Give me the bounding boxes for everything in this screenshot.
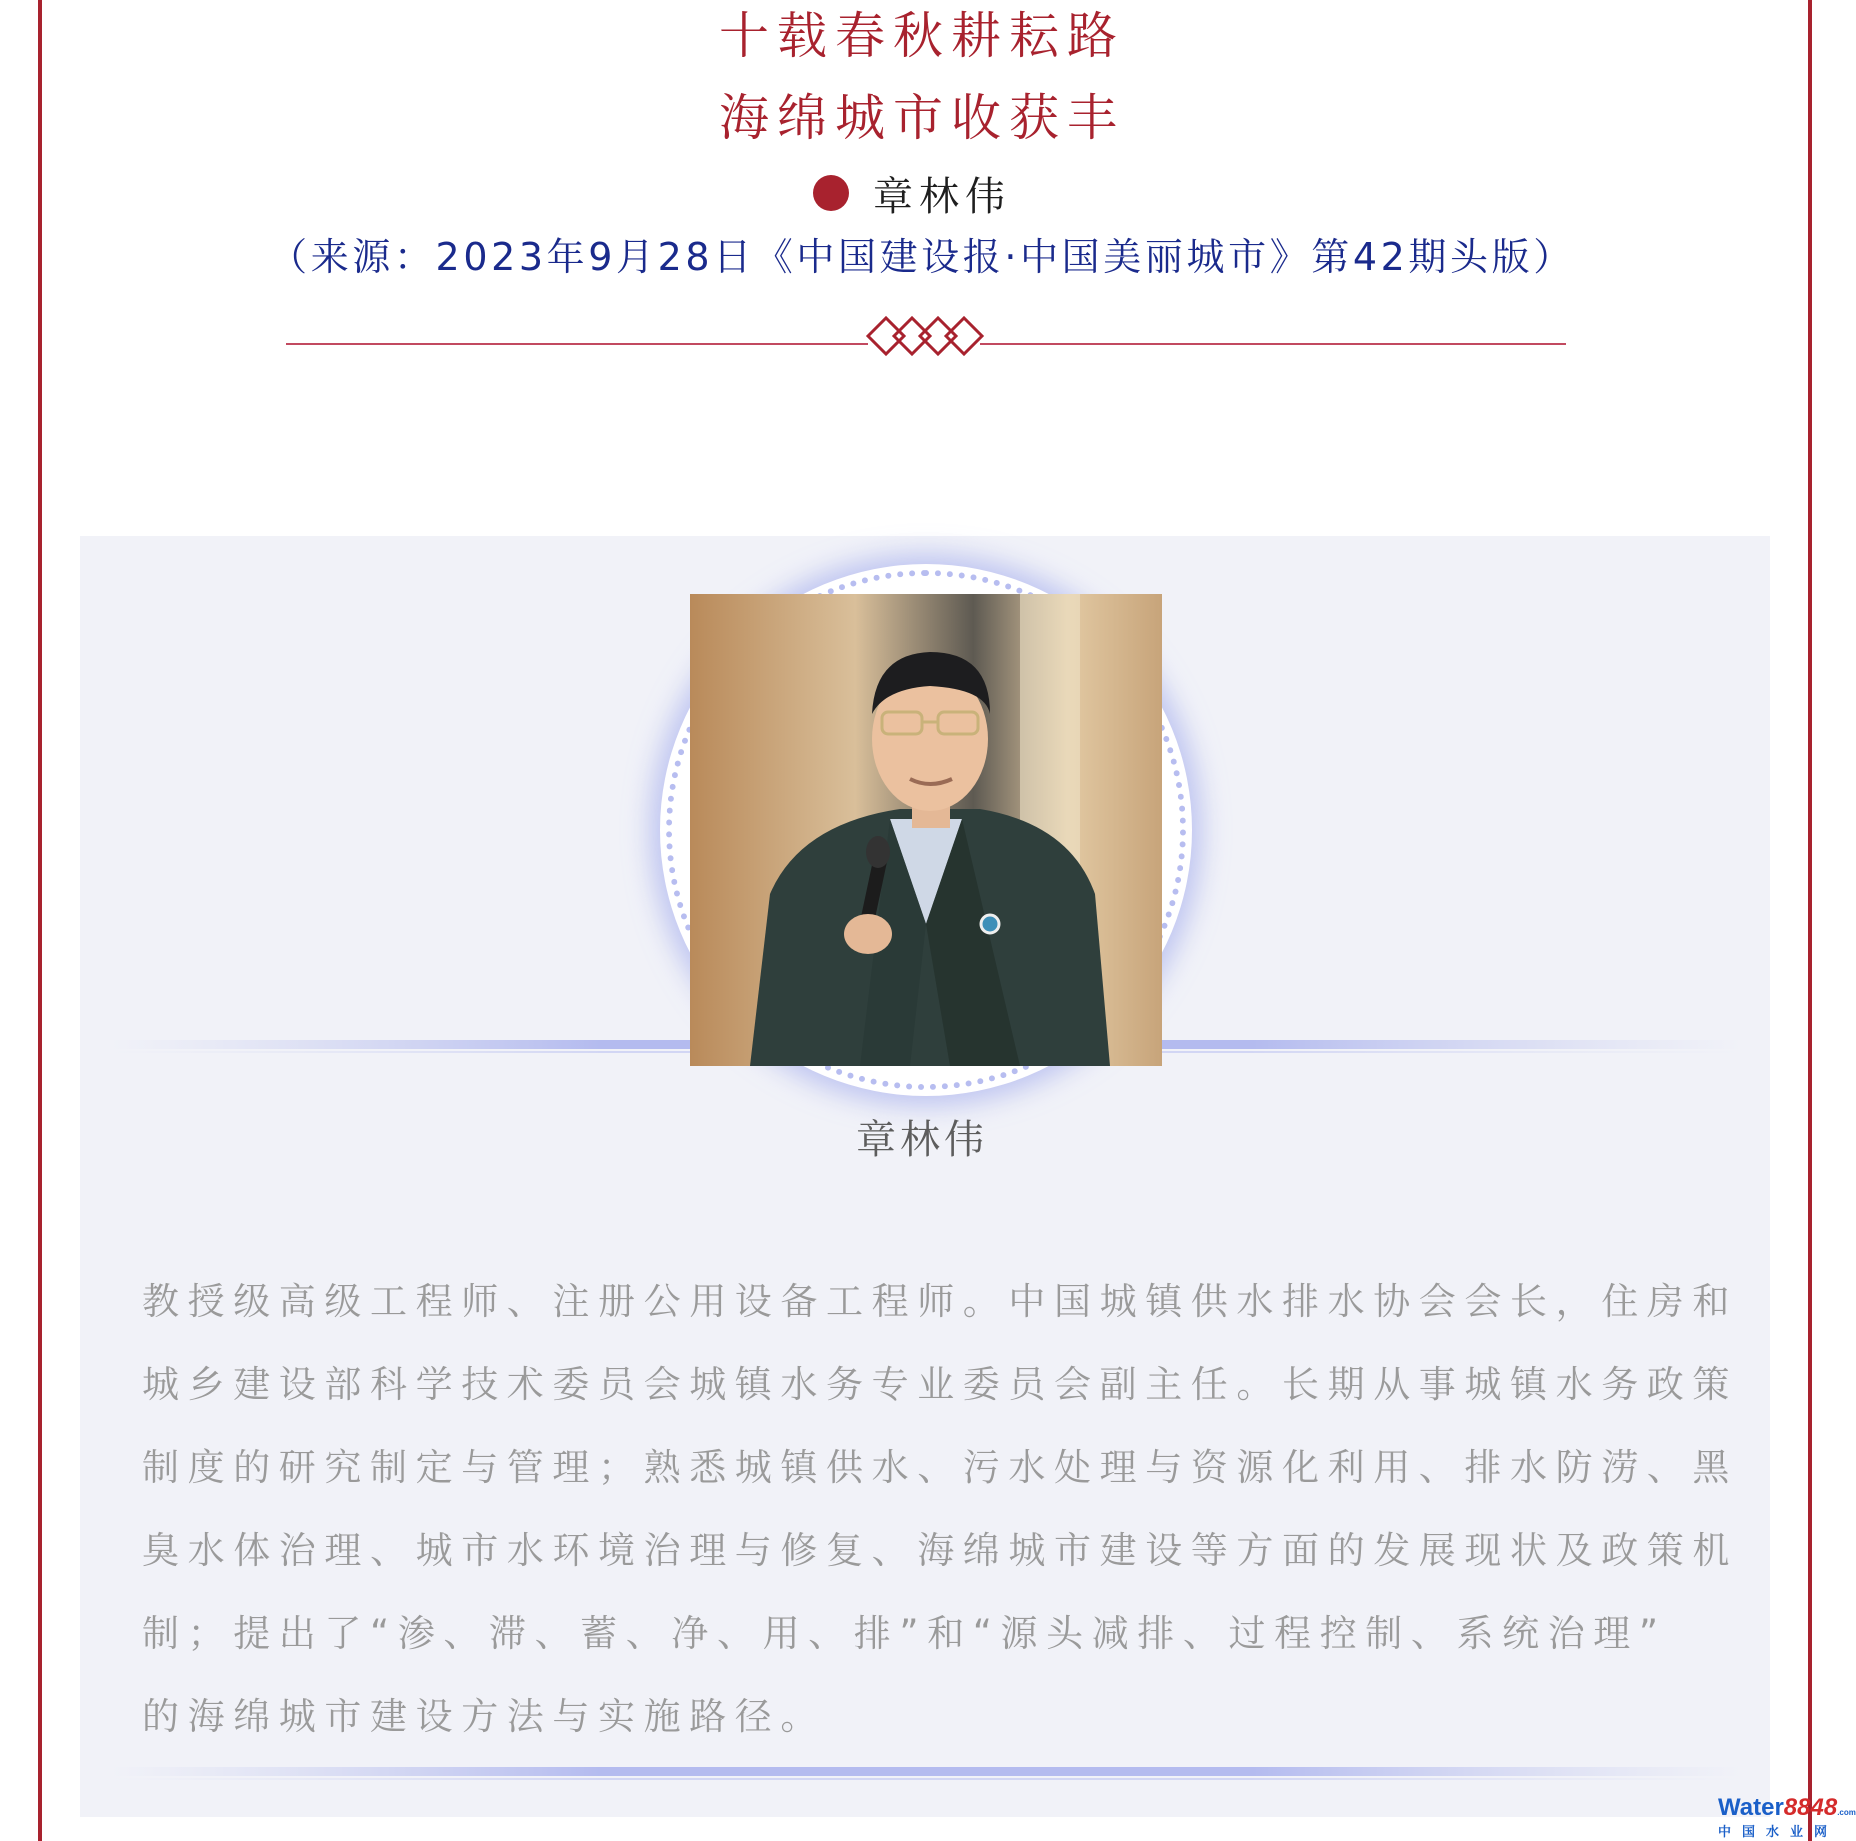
portrait-frame — [660, 564, 1192, 1096]
ornamental-divider — [286, 316, 1566, 356]
bio-line: 的海绵城市建设方法与实施路径。 — [142, 1695, 826, 1738]
bio-line: 城乡建设部科学技术委员会城镇水务专业委员会副主任。长期从事城镇水务政策 — [142, 1363, 1738, 1406]
watermark-brand-part1: Water — [1718, 1794, 1784, 1821]
decorative-glow-line-bottom — [110, 1765, 1742, 1783]
bio-line: 制；提出了“渗、滞、蓄、净、用、排”和“源头减排、过程控制、系统治理” — [142, 1612, 1667, 1655]
bio-line: 臭水体治理、城市水环境治理与修复、海绵城市建设等方面的发展现状及政策机 — [142, 1529, 1738, 1572]
bullet-dot-icon — [813, 175, 849, 211]
profile-name-caption: 章林伟 — [856, 1117, 988, 1163]
title-line-2: 海绵城市收获丰 — [719, 89, 1125, 147]
author-byline — [0, 168, 1844, 218]
author-name: 章林伟 — [873, 173, 1011, 220]
speaker-portrait-photo — [690, 594, 1162, 1066]
profile-bio — [142, 1260, 1738, 1758]
watermark-tagline: 中国水业网 — [1718, 1825, 1839, 1840]
source-note: （来源：2023年9月28日《中国建设报·中国美丽城市》第42期头版） — [269, 235, 1575, 279]
watermark-brand-part2: 8848 — [1783, 1794, 1838, 1821]
watermark-logo — [1718, 1794, 1856, 1840]
title-line-1: 十载春秋耕耘路 — [719, 7, 1125, 65]
bio-line: 教授级高级工程师、注册公用设备工程师。中国城镇供水排水协会会长，住房和 — [142, 1280, 1738, 1323]
watermark-domain: .com — [1837, 1808, 1856, 1817]
bio-line: 制度的研究制定与管理；熟悉城镇供水、污水处理与资源化利用、排水防涝、黑 — [142, 1446, 1738, 1489]
diamond-knot-icon — [868, 318, 982, 354]
